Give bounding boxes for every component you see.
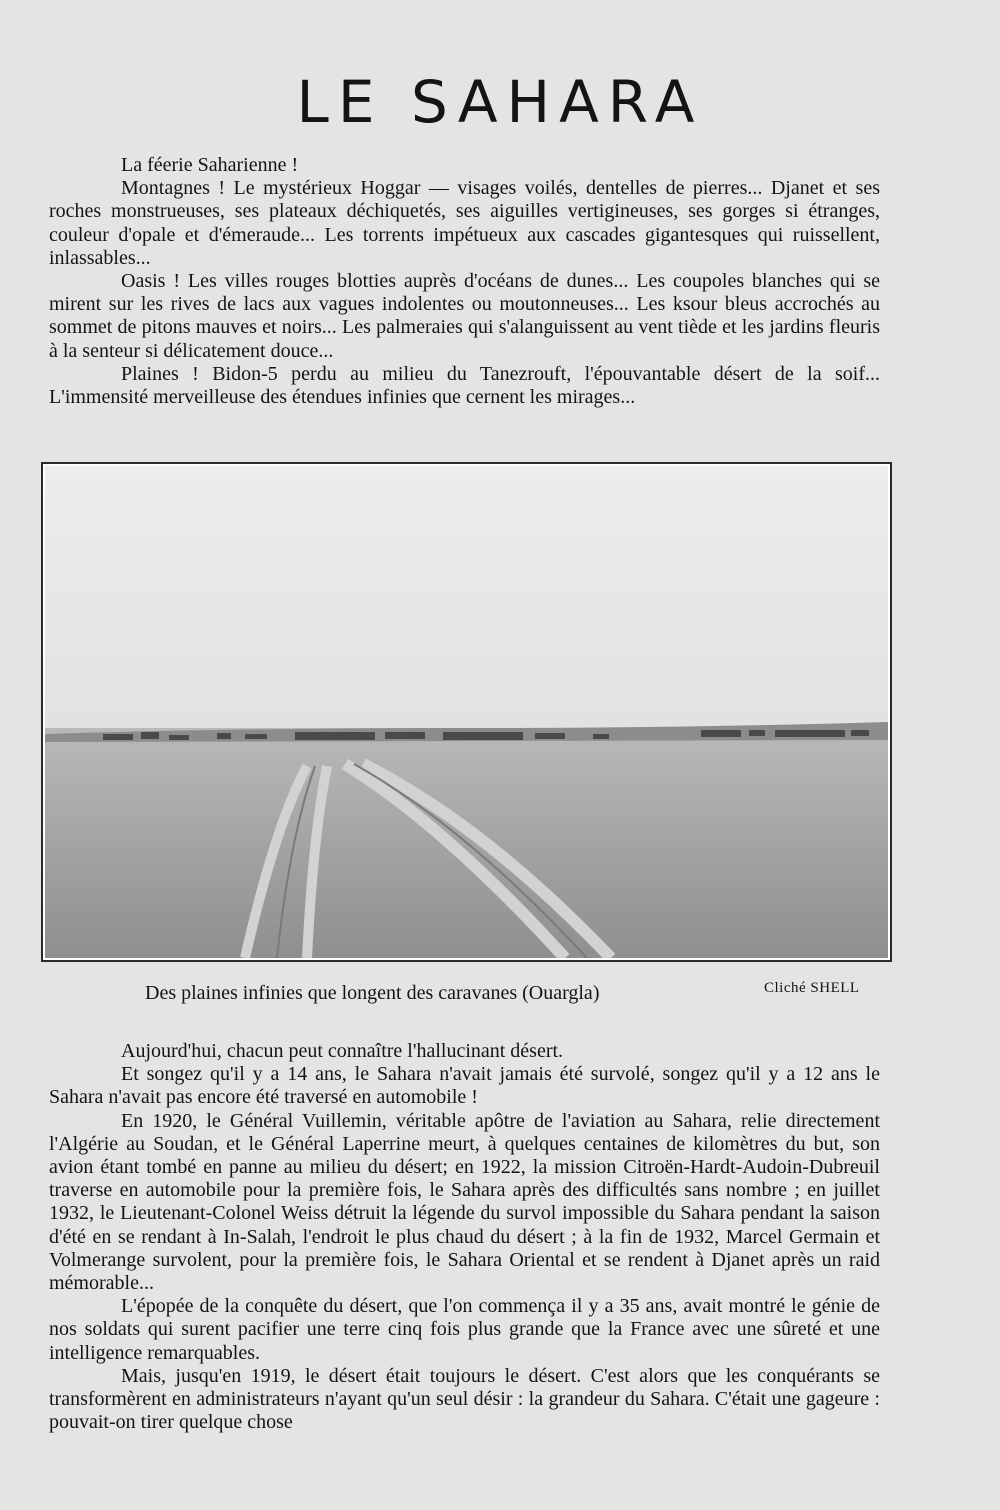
intro-paragraph: Montagnes ! Le mystérieux Hoggar — visages voilés, dentelles de pierres... Djanet et ses roches monstrueuses, ses plateaux déchiquetés, ses aiguilles vertigineuses, ses gorges si étranges, couleur d'opale et d'émeraude... Les torrents impétueux aux cascades gigantesques qui ruissellent, inlassables... [49,177,880,269]
intro-paragraph: Plaines ! Bidon-5 perdu au milieu du Tanezrouft, l'épouvantable désert de la soif... L'immensité merveilleuse des étendues infinies que cernent les mirages... [49,362,880,409]
body-paragraph: L'épopée de la conquête du désert, que l'on commença il y a 35 ans, avait montré le génie de nos soldats qui surent pacifier une terre cinq fois plus grande que la France avec une sûreté et une intelligence remarquables. [49,1295,880,1364]
body-text [49,1040,880,1434]
body-paragraph: Aujourd'hui, chacun peut connaître l'hallucinant désert. [121,1040,564,1062]
intro-paragraph: Oasis ! Les villes rouges blotties auprès d'océans de dunes... Les coupoles blanches qui se mirent sur les rives de lacs aux vagues indolentes ou moutonneuses... Les ksour bleus accrochés au sommet de pitons mauves et noirs... Les palmeraies qui s'alanguissent au vent tiède et les jardins fleuris à la senteur si délicatement douce... [49,270,880,362]
body-paragraph: En 1920, le Général Vuillemin, véritable apôtre de l'aviation au Sahara, relie directement l'Algérie au Soudan, et le Général Laperrine meurt, à quelques centaines de kilomètres du but, son avion étant tombé en panne au milieu du désert; en 1922, la mission Citroën-Hardt-Audoin-Dubreuil traverse en automobile pour la première fois, le Sahara après des difficultés sans nombre ; en juillet 1932, le Lieutenant-Colonel Weiss détruit la légende du survol impossible du Sahara pendant la saison d'été en se rendant à In-Salah, l'endroit le plus chaud du désert ; à la fin de 1932, Marcel Germain et Volmerange survolent, pour la première fois, le Sahara Oriental et se rendent à Djanet après un raid mémorable... [49,1109,880,1295]
desert-caravan-illustration [45,466,888,958]
body-paragraph: Et songez qu'il y a 14 ans, le Sahara n'avait jamais été survolé, songez qu'il y a 12 ans le Sahara n'avait pas encore été traversé en automobile ! [49,1063,880,1109]
page-title: LE SAHARA [296,68,704,136]
intro-text [49,154,880,409]
intro-paragraph: La féerie Saharienne ! [121,154,299,176]
body-paragraph: Mais, jusqu'en 1919, le désert était toujours le désert. C'est alors que les conquérants se transformèrent en administrateurs n'ayant qu'un seul désir : la grandeur du Sahara. C'était une gageure : pouvait-on tirer quelque chose [49,1364,880,1434]
photo-caption: Des plaines infinies que longent des caravanes (Ouargla) [145,982,600,1004]
photo-credit: Cliché SHELL [764,980,860,996]
desert-photo [41,462,892,962]
